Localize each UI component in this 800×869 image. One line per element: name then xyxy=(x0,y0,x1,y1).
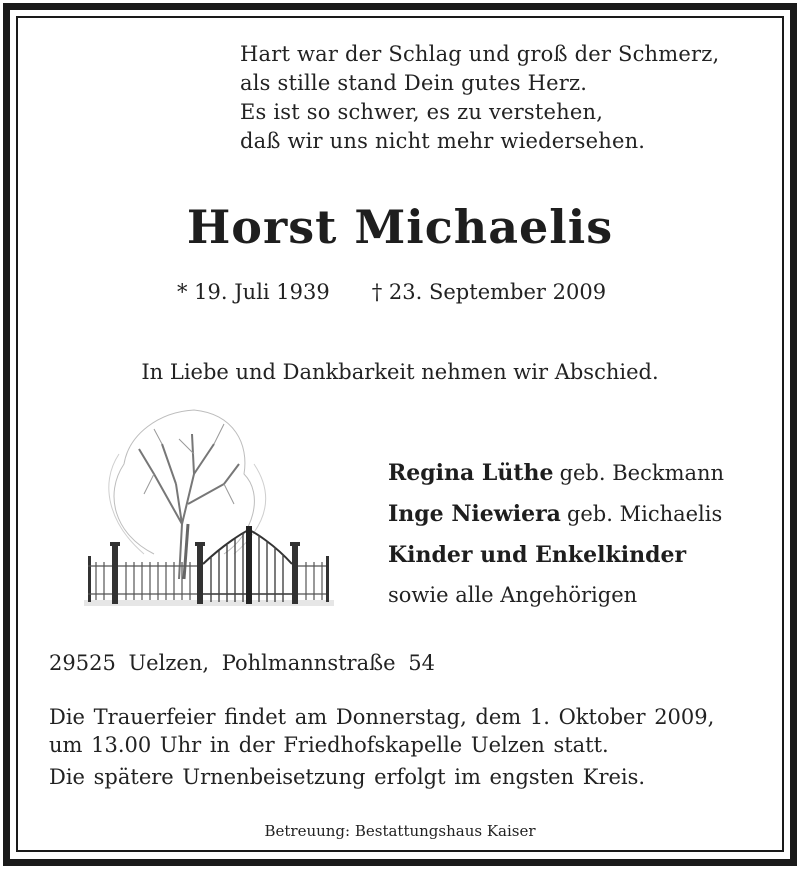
mourner-entry xyxy=(388,583,724,624)
tree-and-gate-illustration xyxy=(84,404,334,616)
undertaker-credit: Betreuung: Bestattungshaus Kaiser xyxy=(264,822,536,840)
mourner-name: Kinder und Enkelkinder xyxy=(388,542,687,568)
poem-line: als stille stand Dein gutes Herz. xyxy=(240,71,588,95)
family-address: 29525 Uelzen, Pohlmannstraße 54 xyxy=(49,651,435,675)
mourner-entry xyxy=(388,542,724,583)
mourner-name: Regina Lüthe xyxy=(388,460,554,486)
poem-line: daß wir uns nicht mehr wiedersehen. xyxy=(240,129,646,153)
service-line: Die Trauerfeier findet am Donnerstag, dem 1. Oktober 2009, xyxy=(49,705,715,729)
mourner-note: sowie alle Angehörigen xyxy=(388,583,638,607)
deceased-name: Horst Michaelis xyxy=(186,200,614,254)
mourner-entry xyxy=(388,460,724,501)
poem-line: Es ist so schwer, es zu verstehen, xyxy=(240,100,604,124)
death-date: † 23. September 2009 xyxy=(371,280,607,304)
birth-date: * 19. Juli 1939 xyxy=(177,280,330,304)
funeral-service-info xyxy=(49,703,714,759)
life-dates xyxy=(177,280,606,304)
poem-line: Hart war der Schlag und groß der Schmerz, xyxy=(240,42,720,66)
farewell-text: In Liebe und Dankbarkeit nehmen wir Abschied. xyxy=(141,360,659,384)
mourner-name: Inge Niewiera xyxy=(388,501,561,527)
mourners-list xyxy=(388,460,724,624)
mourner-note: geb. Michaelis xyxy=(566,502,723,526)
service-line: um 13.00 Uhr in der Friedhofskapelle Uelzen statt. xyxy=(49,733,609,757)
mourner-entry xyxy=(388,501,724,542)
memorial-poem xyxy=(240,40,719,156)
urn-burial-note: Die spätere Urnenbeisetzung erfolgt im engsten Kreis. xyxy=(49,765,646,789)
mourner-note: geb. Beckmann xyxy=(559,461,725,485)
